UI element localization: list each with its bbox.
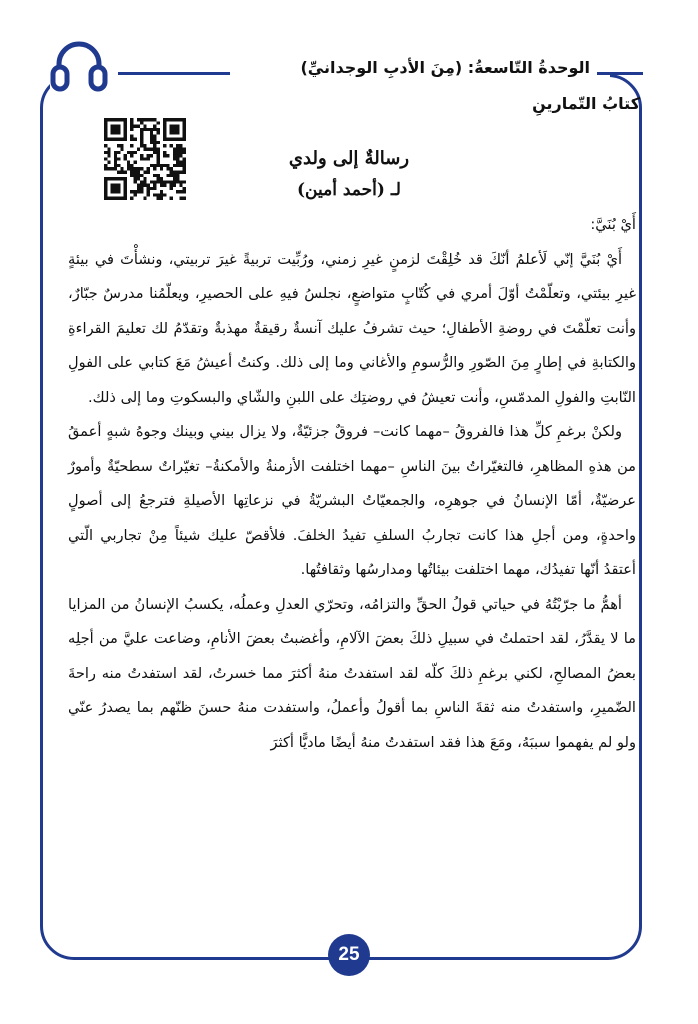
book-title: كتابُ التّمارينِ [532, 94, 640, 113]
headphone-icon[interactable] [50, 40, 108, 92]
header-rule-left [118, 72, 230, 75]
page-number: 25 [328, 934, 370, 976]
paragraph-2: ولكنْ برغمِ كلِّ هذا فالفروقُ –مهما كانت– فروقٌ جزئيّةٌ، ولا يزال بيني وبينك وجوهُ شبهٍ أعمقُ من هذهِ المظاهرِ، فالتغيّراتُ بينَ الناسِ –مهما اختلفت الأزمنةُ والأمكنةُ– تغيّراتٌ سطحيّةٌ وأمورٌ عرضيّةٌ، أمّا الإنسانُ في جوهرِه، والجمعيّاتُ البشريّةُ في نزعاتِها الأصيلةِ فترجعُ إلى أصولٍ واحدةٍ، ومن أجلِ هذا كانت تجاربُ السلفِ تفيدُ الخلفَ. فلأقصّ عليك شيئاً مِنْ تجاربي الّتي أعتقدُ أنّها تفيدُك، مهما اختلفت بيئاتُها ومدارسُها وثقافتُها. [68, 423, 636, 578]
header-rule-right [597, 72, 643, 75]
salutation: أَيْ بُنَيَّ: [590, 216, 636, 233]
letter-title: رسالةٌ إلى ولدي [288, 148, 410, 169]
letter-author: لـ (أحمد أمين) [297, 180, 401, 200]
letter-body [68, 208, 636, 760]
unit-title: الوحدةُ التّاسعةُ: (مِنَ الأدبِ الوجدانيِّ) [300, 58, 590, 77]
paragraph-1: أَيْ بُنَيَّ إنّي لَأعلمُ أنّكَ قد خُلِقْتَ لزمنٍ غيرِ زمني، ورُبِّيت تربيةً غيرَ تربيتي، ونشأْتَ في بيئةٍ غيرِ بيئتي، وتعلّمْتُ أوّلَ أمري في كُتّابٍ متواضعٍ، نجلسُ فيهِ على الحصيرِ، ويعلّمُنا مدرسٌ جبّارٌ، وأنت تعلّمْتَ في روضةِ الأطفالِ؛ حيث تشرفُ عليك آنسةٌ رقيقةٌ مهذبةٌ وتقدّمُ لك تعليمَ القراءةِ والكتابةِ في إطارٍ مِنَ الصّورِ والرُّسومِ والأغاني وما إلى ذلك. وكنتُ أعيشُ مَعَ كتابي على الفولِ النّابتِ والفولِ المدمّسِ، وأنت تعيشُ في روضتِك على اللبنِ والشّاي والبسكوتِ وما إلى ذلك. [68, 250, 636, 406]
paragraph-3: أهمُّ ما جرّبْتُهُ في حياتي قولُ الحقِّ والتزامُه، وتحرّي العدلِ وعملُه، يكسبُ الإنسانُ من المزايا ما لا يقدَّرُ، لقد احتملتُ في سبيلِ ذلكَ بعضَ الآلامِ، وأغضبتُ بعضَ الأنامِ، وضاعت عليَّ من أجلِه بعضُ المصالحِ، لكني برغمِ ذلكَ كلّه لقد استفدتُ منهُ أكثرَ مما خسرتُ، لقد استفدتُ منه راحةَ الضّميرِ، واستفدتُ منه ثقةَ الناسِ بما أقولُ وأعملُ، واستفدت منهُ حسنَ ظنّهم بما يصدرُ عنّي ولو لم يفهموا سببَهُ، ومَعَ هذا فقد استفدتُ منهُ أيضًا ماديًّا أكثرَ [68, 595, 636, 751]
